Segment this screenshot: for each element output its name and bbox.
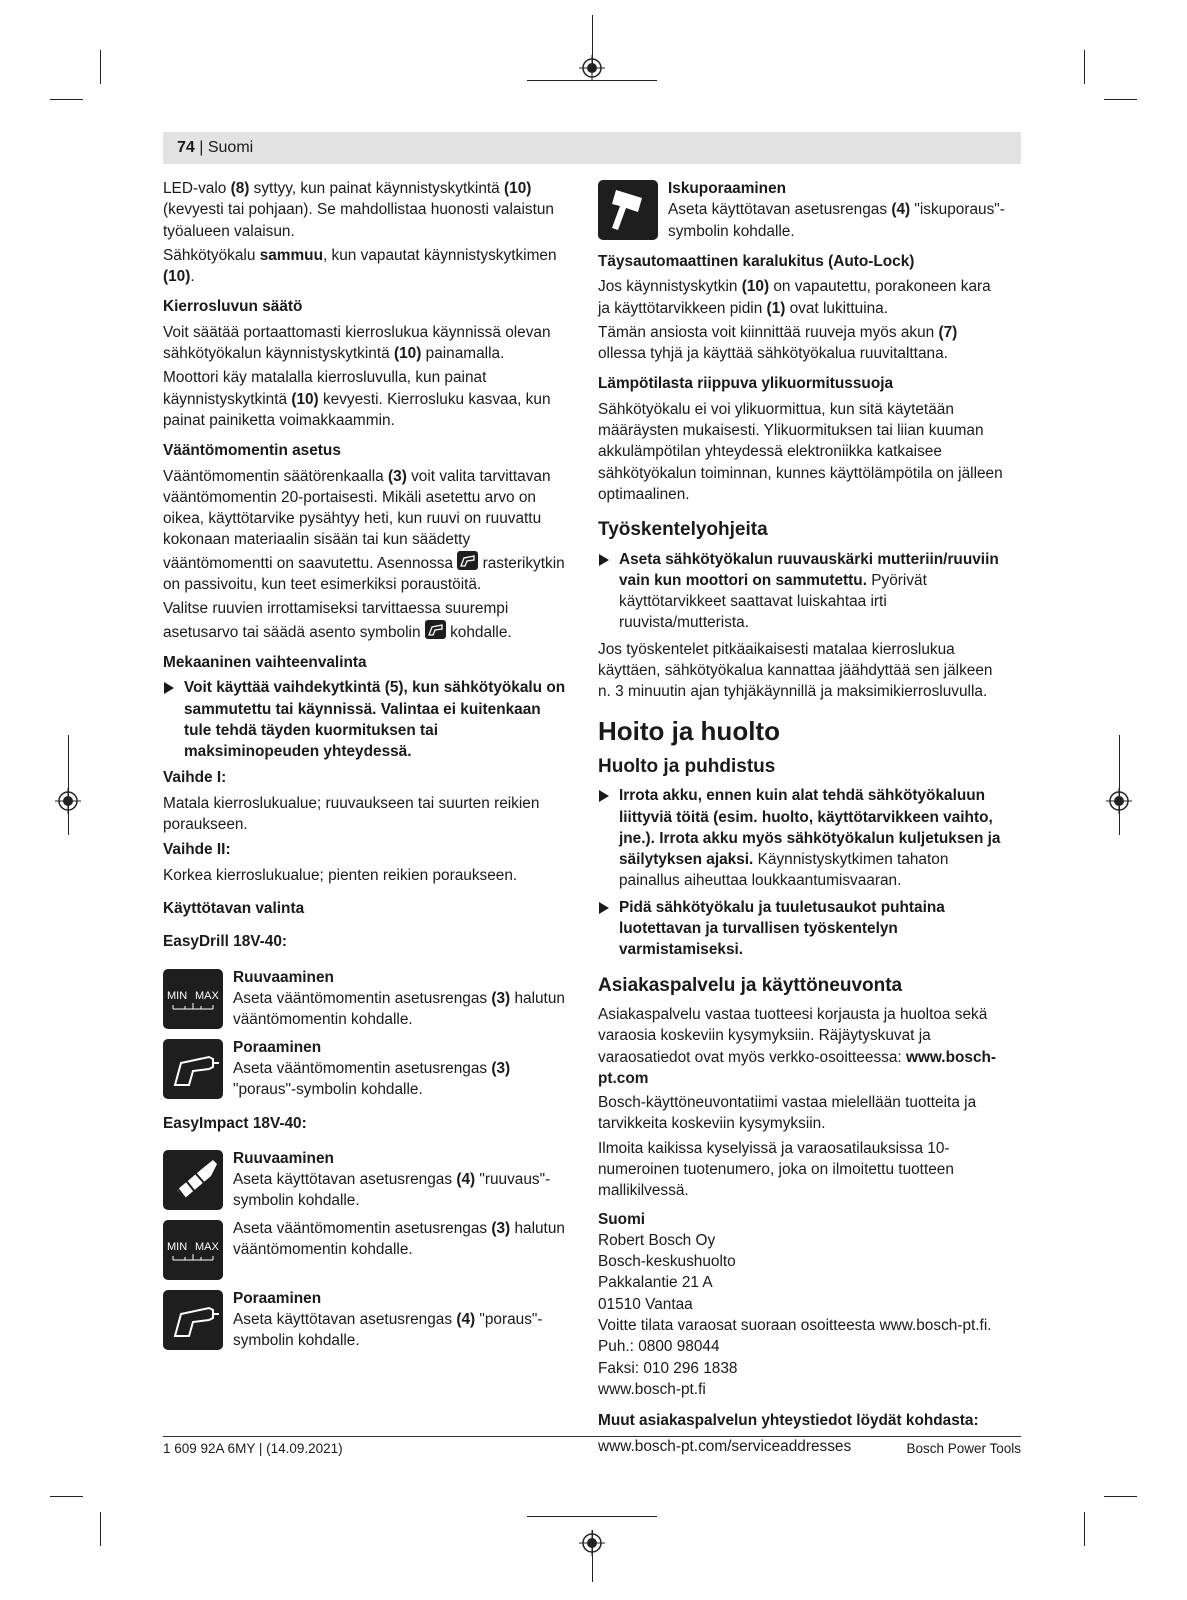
address-block — [598, 1230, 1006, 1400]
other-service-link[interactable]: www.bosch-pt.com/serviceaddresses — [598, 1437, 852, 1455]
svg-text:MIN: MIN — [167, 989, 188, 1002]
svg-text:MAX: MAX — [195, 989, 219, 1002]
tips-paragraph: Jos työskentelet pitkäaikaisesti matalaa kierroslukua käyttäen, sähkötyökalua kannattaa jäähdyttää sen jälkeen n. 3 minuutin ajan tyhjäkäynnillä ja maksimikierrosluvulla. — [598, 640, 993, 701]
svg-text:MAX: MAX — [195, 1240, 219, 1253]
header-language: Suomi — [207, 139, 254, 156]
impact-torque-item: MIN MAX Aseta vääntömomentin asetusrengas (3) halutun vääntömomentin kohdalle. — [163, 1218, 568, 1282]
mode-heading: Käyttötavan valinta — [163, 899, 305, 917]
crop-mark — [1119, 735, 1120, 835]
speed-paragraph-1: Voit säätää portaattomasti kierroslukua käynnissä olevan sähkötyökalun käynnistyskytkintä (10) painamalla. — [163, 323, 551, 363]
bullet-triangle-icon — [164, 682, 174, 694]
registration-mark-icon — [579, 1530, 605, 1556]
service-paragraph-3: Ilmoita kaikissa kyselyissä ja varaosatilauksissa 10-numeroinen tuotenumero, joka on ilmoitettu tuotteen mallikilvessä. — [598, 1139, 954, 1200]
switch-off-paragraph: Sähkötyökalu sammuu, kun vapautat käynnistyskytkimen (10). — [163, 246, 557, 286]
gear-bullet: Voit käyttää vaihdekytkintä (5), kun sähkötyökalu on sammutettu tai käynnissä. Valintaa ei kuitenkaan tule tehdä täyden kuormituksen tai maksiminopeuden yhteydessä. — [163, 677, 568, 762]
crop-mark — [100, 50, 101, 84]
hammer-drilling-item: Iskuporaaminen Aseta käyttötavan asetusrengas (4) "iskuporaus"-symbolin kohdalle. — [598, 178, 1006, 242]
address-line: Faksi: 010 296 1838 — [598, 1359, 738, 1377]
speed-heading: Kierrosluvun säätö — [163, 298, 303, 316]
registration-mark-icon — [579, 55, 605, 81]
address-line: Robert Bosch Oy — [598, 1231, 716, 1249]
page-header — [163, 132, 1021, 164]
crop-mark — [1084, 1512, 1085, 1546]
crop-mark — [1104, 1496, 1137, 1497]
crop-mark — [50, 99, 83, 100]
address-line: 01510 Vantaa — [598, 1295, 693, 1313]
service-heading: Asiakaspalvelu ja käyttöneuvonta — [598, 974, 903, 996]
drill-symbol-icon — [425, 620, 446, 639]
impact-drilling-item: Poraaminen Aseta käyttötavan asetusrengas (4) "poraus"-symbolin kohdalle. — [163, 1288, 568, 1352]
min-max-torque-icon — [163, 1220, 223, 1280]
drill-icon — [163, 1290, 223, 1350]
hammer-icon — [598, 180, 658, 240]
torque-heading: Vääntömomentin asetus — [163, 442, 341, 460]
autolock-heading: Täysautomaattinen karalukitus (Auto-Lock) — [598, 253, 915, 270]
service-paragraph-1: Asiakaspalvelu vastaa tuotteesi korjausta ja huoltoa sekä varaosia koskeviin kysymyksiin. Räjäytyskuvat ja varaosatiedot ovat myös verkko-osoitteessa: www.bosch-pt.com — [598, 1005, 997, 1087]
item-title: Ruuvaaminen — [233, 1149, 334, 1167]
torque-paragraph-2: Valitse ruuvien irrottamiseksi tarvittaessa suurempi asetusarvo tai säädä asento symbolin kohdalle. — [163, 600, 512, 641]
address-line[interactable]: www.bosch-pt.fi — [598, 1380, 706, 1398]
bullet-triangle-icon — [599, 554, 609, 566]
thermal-paragraph: Sähkötyökalu ei voi ylikuormittua, kun sitä käytetään määräysten mukaisesti. Ylikuormituksen tai liian kuuman akkulämpötilan yhteydessä elektroniikka katkaisee sähkötyökalun toiminnan, kunnes käyttölämpötila on jälleen optimaalinen. — [598, 400, 1003, 503]
min-max-torque-icon — [163, 969, 223, 1029]
item-title: Iskuporaaminen — [668, 180, 787, 197]
tips-heading: Työskentelyohjeita — [598, 519, 768, 541]
crop-mark — [100, 1512, 101, 1546]
gear-1-paragraph: Matala kierroslukualue; ruuvaukseen tai suurten reikien poraukseen. — [163, 794, 540, 834]
gear-2-heading: Vaihde II: — [163, 841, 231, 859]
page-footer — [163, 1436, 1021, 1456]
easyimpact-heading: EasyImpact 18V-40: — [163, 1114, 307, 1132]
country-heading: Suomi — [598, 1210, 646, 1228]
left-column — [163, 178, 568, 1358]
crop-mark — [527, 1516, 657, 1517]
service-paragraph-2: Bosch-käyttöneuvontatiimi vastaa mielellään tuotteita ja tarvikkeita koskeviin kysymyksiin. — [598, 1094, 977, 1133]
address-line: Bosch-keskushuolto — [598, 1253, 736, 1271]
cleaning-bullet-2: Pidä sähkötyökalu ja tuuletusaukot puhtaina luotettavan ja turvallisen työskentelyn varmistamiseksi. — [598, 897, 1006, 961]
address-line: Puh.: 0800 98044 — [598, 1338, 720, 1356]
drill-icon — [163, 1039, 223, 1099]
address-line: Pakkalantie 21 A — [598, 1274, 713, 1292]
led-paragraph: LED-valo (8) syttyy, kun painat käynnistyskytkintä (10) (kevyesti tai pohjaan). Se mahdollistaa huonosti valaistun työalueen valaisun. — [163, 180, 554, 240]
bullet-triangle-icon — [599, 790, 609, 802]
speed-paragraph-2: Moottori käy matalalla kierrosluvulla, kun painat käynnistyskytkintä (10) kevyesti. Kierrosluku kasvaa, kun painat painiketta voimakkaammin. — [163, 369, 551, 429]
other-service-heading: Muut asiakaspalvelun yhteystiedot löydät kohdasta: — [598, 1412, 979, 1430]
gear-1-heading: Vaihde I: — [163, 769, 227, 787]
easydrill-heading: EasyDrill 18V-40: — [163, 933, 288, 951]
footer-document-number: 1 609 92A 6MY | (14.09.2021) — [163, 1441, 343, 1456]
right-column — [598, 178, 1006, 1460]
address-line: Voitte tilata varaosat suoraan osoitteesta www.bosch-pt.fi. — [598, 1317, 992, 1335]
gear-2-paragraph: Korkea kierroslukualue; pienten reikien poraukseen. — [163, 866, 518, 884]
crop-mark — [50, 1496, 83, 1497]
drill-screwing-item: MIN MAX Ruuvaaminen Aseta vääntömomentin asetusrengas (3) halutun vääntömomentin kohdalle. — [163, 967, 568, 1031]
registration-mark-icon — [1106, 788, 1132, 814]
autolock-paragraph-2: Tämän ansiosta voit kiinnittää ruuveja myös akun (7) ollessa tyhjä ja käyttää sähkötyökalua ruuvitalttana. — [598, 323, 958, 363]
cleaning-bullet-1: Irrota akku, ennen kuin alat tehdä sähkötyökaluun liittyviä töitä (esim. huolto, käyttötarvikkeen vaihto, jne.). Irrota akku myös sähkötyökalun kuljetuksen ja säilytyksen ajaksi. Käynnistyskytkimen tahaton painallus aiheuttaa loukkaantumisvaaran. — [598, 785, 1006, 891]
tips-bullet: Aseta sähkötyökalun ruuvauskärki mutteriin/ruuviin vain kun moottori on sammutettu. Pyörivät käyttötarvikkeet saattavat luiskahtaa irti ruuvista/mutterista. — [598, 549, 1006, 634]
service-link[interactable]: www.bosch-pt.com — [598, 1048, 997, 1087]
drill-drilling-item: Poraaminen Aseta vääntömomentin asetusrengas (3) "poraus"-symbolin kohdalle. — [163, 1037, 568, 1101]
crop-mark — [1084, 50, 1085, 84]
impact-screwing-item: Ruuvaaminen Aseta käyttötavan asetusrengas (4) "ruuvaus"-symbolin kohdalle. — [163, 1148, 568, 1212]
item-title: Poraaminen — [233, 1038, 322, 1056]
drill-symbol-icon — [457, 551, 478, 570]
bullet-triangle-icon — [599, 902, 609, 914]
cleaning-heading: Huolto ja puhdistus — [598, 755, 776, 777]
maintenance-heading: Hoito ja huolto — [598, 715, 780, 746]
screw-icon — [163, 1150, 223, 1210]
thermal-heading: Lämpötilasta riippuva ylikuormitussuoja — [598, 375, 894, 393]
registration-mark-icon — [55, 788, 81, 814]
svg-text:MIN: MIN — [167, 1240, 188, 1253]
torque-paragraph-1: Vääntömomentin säätörenkaalla (3) voit valita tarvittavan vääntömomentin 20-portaisesti. Mikäli asetettu arvo on oikea, käyttötarvike pysähtyy heti, kun ruuvi on ruuvattu kokonaan materiaalin sisään tai kun säädetty vääntömomentti on saavutettu. Asennossa rasterikytkin on passivoitu, kun teet esimerkiksi poraustöitä. — [163, 467, 565, 594]
item-title: Ruuvaaminen — [233, 968, 334, 986]
crop-mark — [1104, 99, 1137, 100]
header-separator: | — [194, 139, 208, 156]
crop-mark — [68, 735, 69, 835]
item-title: Poraaminen — [233, 1289, 322, 1307]
footer-brand: Bosch Power Tools — [906, 1441, 1021, 1456]
gear-heading: Mekaaninen vaihteenvalinta — [163, 653, 367, 671]
page-number: 74 — [177, 139, 195, 156]
autolock-paragraph-1: Jos käynnistyskytkin (10) on vapautettu, porakoneen kara ja käyttötarvikkeen pidin (1) ovat lukittuina. — [598, 278, 991, 317]
